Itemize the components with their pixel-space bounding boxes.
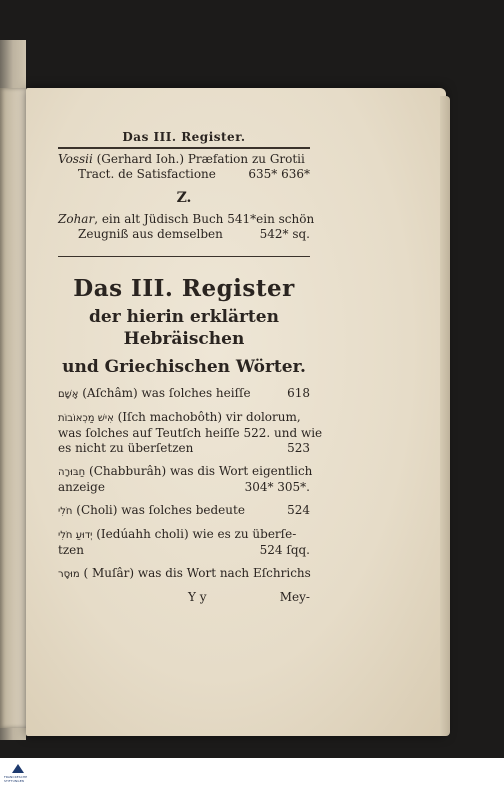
list-item: [58, 410, 323, 456]
entry-text: anzeige: [58, 480, 105, 494]
catchword: Mey-: [279, 590, 310, 604]
page-content: [58, 130, 323, 604]
entry-text: Zeugniß aus demselben: [78, 227, 223, 241]
list-item: [58, 527, 310, 558]
entry-text: (Iedúahh choli) wie es zu überſe-: [96, 527, 297, 541]
logo-text: FRANCKESCHE STIFTUNGEN: [4, 775, 28, 783]
entry-zohar: [58, 212, 315, 242]
entry-text: (Choli) was ſolches bedeute: [76, 503, 245, 517]
running-head: Das III. Register.: [122, 130, 246, 144]
list-item: [58, 464, 313, 495]
entry-pages: 618: [287, 386, 310, 400]
entry-text: (Gerhard Ioh.) Præfation zu Grotii: [96, 152, 305, 166]
entry-vossii: [58, 152, 310, 182]
hebrew-word: חַבּוּרָה: [58, 467, 86, 478]
hebrew-word: יְדוּעַ חֹלִי: [58, 530, 93, 541]
entry-text: Tract. de Satisfactione: [78, 167, 216, 181]
viewer-footer: [0, 758, 504, 789]
hebrew-word: מוּסָר: [58, 569, 80, 580]
entry-text: , ein alt Jüdisch Buch 541*: [94, 212, 257, 226]
institution-logo[interactable]: [4, 760, 32, 787]
entry-text: (Chabburâh) was dis Wort eigentlich: [89, 464, 313, 478]
entry-text: ein schön: [256, 212, 315, 226]
list-item: [58, 566, 310, 582]
entry-pages: 524: [287, 503, 310, 517]
entry-text: ( Muſâr) was dis Wort nach Eſchrichs: [83, 566, 311, 580]
list-item: [58, 386, 310, 402]
hebrew-word: אָשָׁם: [58, 389, 79, 400]
letter-heading: Z.: [176, 190, 192, 206]
entry-name: Vossii: [58, 152, 93, 166]
section-title: Das III. Register: [73, 275, 295, 302]
entry-text: tzen: [58, 543, 84, 557]
entry-text: (Iſch machobôth) vir dolorum,: [117, 410, 301, 424]
entry-pages: 635* 636*: [248, 167, 310, 181]
left-page-edge: [0, 88, 26, 728]
entry-text: (Aſchâm) was ſolches heiſſe: [82, 386, 251, 400]
section-subtitle-2: und Griechischen Wörter.: [62, 357, 306, 377]
hebrew-word: אִישׁ מַכְאוֹבוֹת: [58, 413, 114, 424]
section-rule: [58, 256, 310, 257]
hebrew-word: חֹלִי: [58, 506, 73, 517]
page-edge: [440, 96, 450, 736]
entry-pages: 304* 305*.: [244, 480, 310, 494]
logo-icon: [12, 764, 24, 773]
header-rule: [58, 147, 310, 149]
entry-text: es nicht zu überſetzen: [58, 441, 194, 455]
entry-pages: 542* sq.: [259, 227, 310, 241]
word-list: [58, 386, 323, 604]
entry-text: was ſolches auf Teutſch heiſſe 522. und wie: [58, 426, 323, 440]
entry-pages: 523: [287, 441, 310, 455]
section-subtitle-1: der hierin erklärten Hebräischen: [89, 307, 279, 349]
catchword-line: [58, 590, 310, 604]
list-item: [58, 503, 310, 519]
entry-pages: 524 ſqq.: [259, 543, 310, 557]
entry-name: Zohar: [58, 212, 95, 226]
signature-mark: Y y: [188, 590, 207, 604]
